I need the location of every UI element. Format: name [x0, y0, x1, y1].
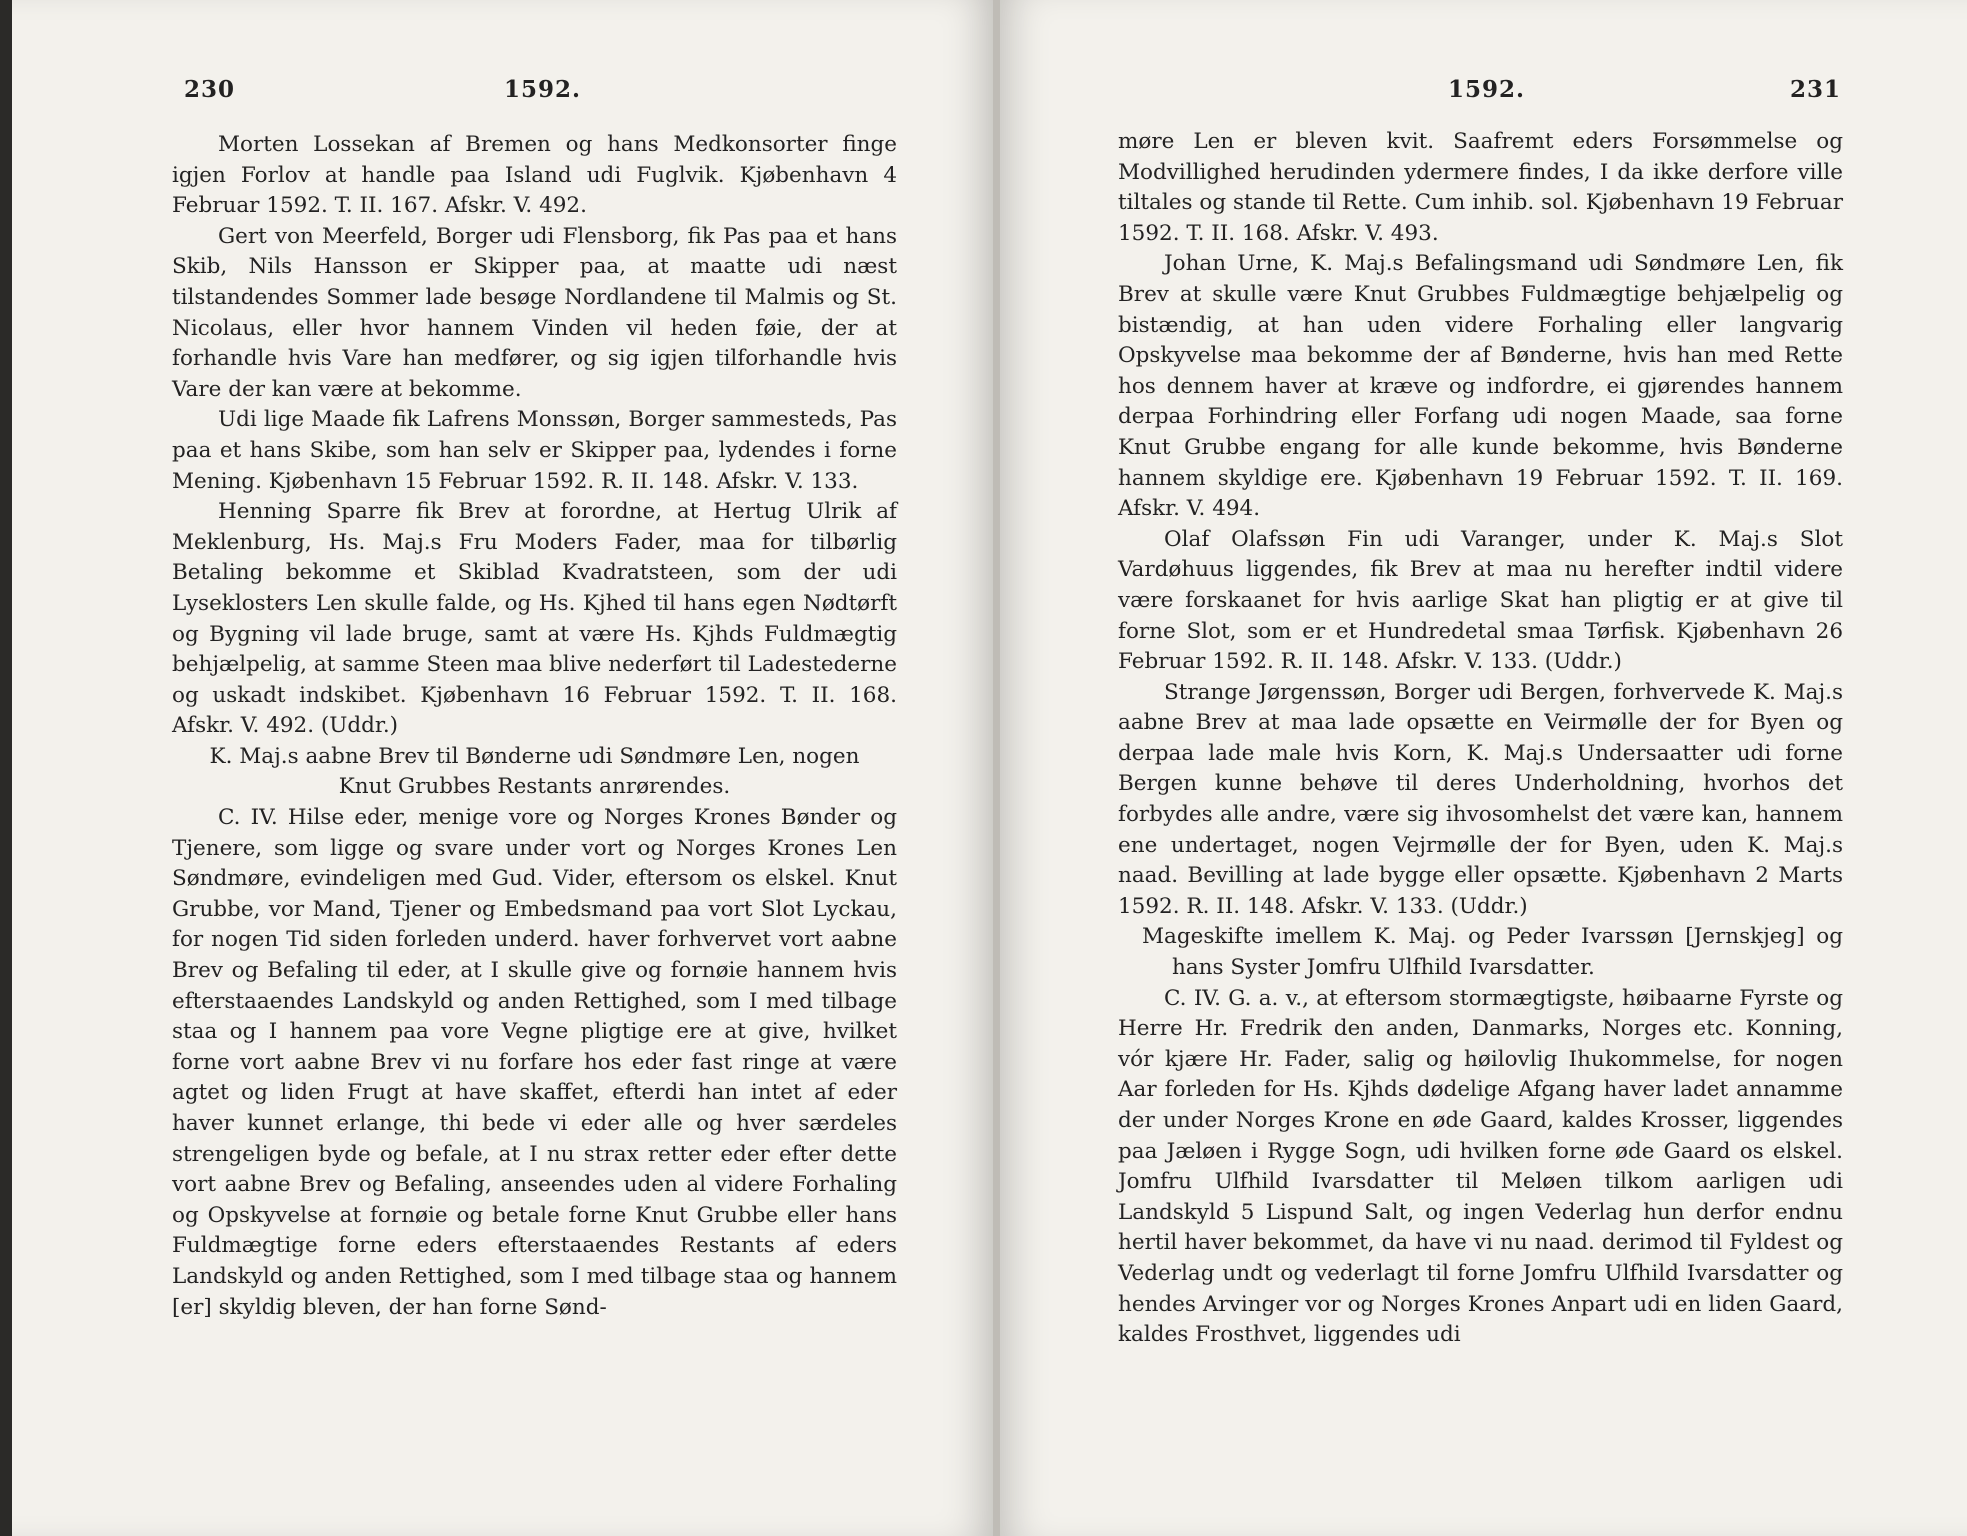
left-page-paragraph: Gert von Meerfeld, Borger udi Flensborg, fik Pas paa et hans Skib, Nils Hansson er Skipper paa, at maatte udi næst tilstandendes Sommer lade besøge Nordlandene til Malmis og St. Nicolaus, eller hvor hannem Vinden vil heden føie, der at forhandle hvis Vare han medfører, og sig igjen tilforhandle hvis Vare der kan være at bekomme.	[172, 223, 897, 402]
right-page-paragraph: møre Len er bleven kvit. Saafremt eders Forsømmelse og Modvillighed herudinden ydermere findes, I da ikke derfore ville tiltales og stande til Rette. Cum inhib. sol. Kjøbenhavn 19 Februar 1592. T. II. 168. Afskr. V. 493.	[1118, 129, 1843, 246]
book-gutter	[993, 0, 1000, 1536]
left-page-paragraph: C. IV. Hilse eder, menige vore og Norges Krones Bønder og Tjenere, som ligge og svare under vort og Norges Krones Len Søndmøre, evindeligen med Gud. Vider, eftersom os elskel. Knut Grubbe, vor Mand, Tjener og Embedsmand paa vort Slot Lyckau, for nogen Tid siden forleden underd. haver forhvervet vort aabne Brev og Befaling til eder, at I skulle give og fornøie hannem hvis efterstaaendes Landskyld og anden Rettighed, som I med tilbage staa og I hannem paa vore Vegne pligtige ere at give, hvilket forne vort aabne Brev vi nu forfare hos eder fast ringe at være agtet og liden Frugt at have skaffet, efterdi han intet af eder haver kunnet erlange, thi bede vi eder alle og hver særdeles strengeligen byde og befale, at I nu strax retter eder efter dette vort aabne Brev og Befaling, anseendes uden al videre Forhaling og Opskyvelse at fornøie og betale forne Knut Grubbe eller hans Fuldmægtige forne eders efterstaaendes Restants af eders Landskyld og anden Rettighed, som I med tilbage staa og hannem [er] skyldig bleven, der han forne Sønd-	[172, 805, 897, 1320]
left-page-paragraph: Udi lige Maade fik Lafrens Monssøn, Borger sammesteds, Pas paa et hans Skibe, som han selv er Skipper paa, lydendes i forne Mening. Kjøbenhavn 15 Februar 1592. R. II. 148. Afskr. V. 133.	[172, 407, 897, 494]
left-page-paragraph: Henning Sparre fik Brev at forordne, at Hertug Ulrik af Meklenburg, Hs. Maj.s Fru Moders Fader, maa for tilbørlig Betaling bekomme et Skiblad Kvadratsteen, som der udi Lyseklosters Len skulle falde, og Hs. Kjhed til hans egen Nødtørft og Bygning vil lade bruge, samt at være Hs. Kjhds Fuldmægtig behjælpelig, at samme Steen maa blive nederført til Ladestederne og uskadt indskibet. Kjøbenhavn 16 Februar 1592. T. II. 168. Afskr. V. 492. (Uddr.)	[172, 499, 897, 739]
left-page	[12, 0, 993, 1536]
left-page-paragraph: K. Maj.s aabne Brev til Bønderne udi Søndmøre Len, nogen Knut Grubbes Restants anrørendes.	[209, 743, 860, 800]
book-edge	[0, 0, 12, 1536]
left-page-number: 230	[184, 76, 236, 103]
right-page	[1000, 0, 1967, 1536]
right-page-paragraph: Strange Jørgenssøn, Borger udi Bergen, forhvervede K. Maj.s aabne Brev at maa lade opsætte en Veirmølle der for Byen og derpaa lade male hvis Korn, K. Maj.s Undersaatter udi forne Bergen kunne behøve til deres Underholdning, hvorhos det forbydes alle andre, være sig ihvosomhelst det være kan, hannem ene undertaget, nogen Vejrmølle der for Byen, uden K. Maj.s naad. Bevilling at lade bygge eller opsætte. Kjøbenhavn 2 Marts 1592. R. II. 148. Afskr. V. 133. (Uddr.)	[1118, 679, 1843, 919]
right-page-paragraph: Olaf Olafssøn Fin udi Varanger, under K. Maj.s Slot Vardøhuus liggendes, fik Brev at maa nu herefter indtil videre være forskaanet for hvis aarlige Skat han pligtig er at give til forne Slot, som er et Hundredetal smaa Tørfisk. Kjøbenhavn 26 Februar 1592. R. II. 148. Afskr. V. 133. (Uddr.)	[1118, 526, 1843, 675]
right-page-paragraph: Mageskifte imellem K. Maj. og Peder Ivarssøn [Jernskjeg] og hans Syster Jomfru Ulfhild Ivarsdatter.	[1142, 924, 1843, 981]
right-year-header: 1592.	[1448, 76, 1526, 103]
right-page-paragraph: Johan Urne, K. Maj.s Befalingsmand udi Søndmøre Len, fik Brev at skulle være Knut Grubbes Fuldmægtige behjælpelig og bistændig, at han uden videre Forhaling eller langvarig Opskyvelse maa bekomme der af Bønderne, hvis han med Rette hos dennem haver at kræve og indfordre, ei gjørendes hannem derpaa Forhindring eller Forfang udi nogen Maade, saa forne Knut Grubbe engang for alle kunde bekomme, hvis Bønderne hannem skyldige ere. Kjøbenhavn 19 Februar 1592. T. II. 169. Afskr. V. 494.	[1118, 251, 1843, 522]
left-page-body	[172, 130, 897, 1323]
right-page-body	[1118, 127, 1843, 1351]
right-page-number: 231	[1790, 76, 1842, 103]
left-year-header: 1592.	[504, 76, 582, 103]
right-page-paragraph: C. IV. G. a. v., at eftersom stormægtigste, høibaarne Fyrste og Herre Hr. Fredrik den anden, Danmarks, Norges etc. Konning, vór kjære Hr. Fader, salig og høilovlig Ihukommelse, for nogen Aar forleden for Hs. Kjhds dødelige Afgang haver ladet annamme der under Norges Krone en øde Gaard, kaldes Krosser, liggendes paa Jæløen i Rygge Sogn, udi hvilken forne øde Gaard os elskel. Jomfru Ulfhild Ivarsdatter til Meløen tilkom aarligen udi Landskyld 5 Lispund Salt, og ingen Vederlag hun derfor endnu hertil haver bekommet, da have vi nu naad. derimod til Fyldest og Vederlag undt og vederlagt til forne Jomfru Ulfhild Ivarsdatter og hendes Arvinger vor og Norges Krones Anpart udi en liden Gaard, kaldes Frosthvet, liggendes udi	[1118, 985, 1843, 1348]
left-page-paragraph: Morten Lossekan af Bremen og hans Medkonsorter finge igjen Forlov at handle paa Island udi Fuglvik. Kjøbenhavn 4 Februar 1592. T. II. 167. Afskr. V. 492.	[172, 132, 897, 219]
